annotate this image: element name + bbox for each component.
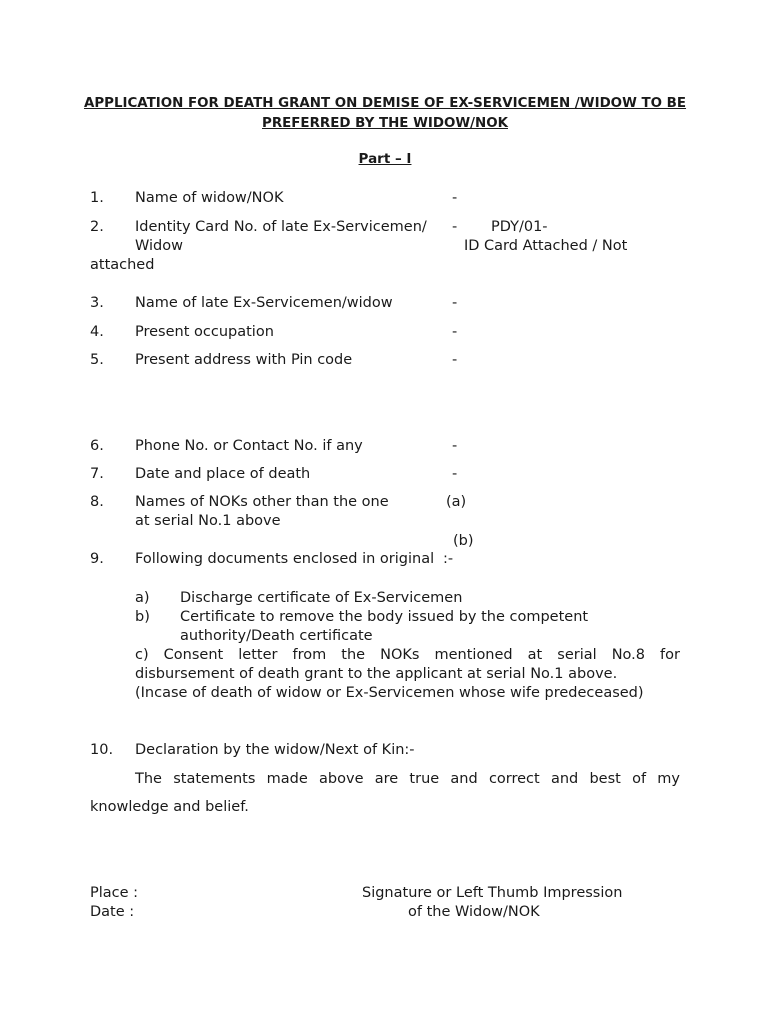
document-title-line2: PREFERRED BY THE WIDOW/NOK [262,116,508,131]
item-3-label: Name of late Ex-Servicemen/widow [135,295,393,311]
item-2-separator: - [452,219,458,235]
item-8-option-b: (b) [453,533,474,549]
item-8-label-line2: at serial No.1 above [135,513,281,529]
declaration-number: 10. [90,742,114,758]
declaration-heading: Declaration by the widow/Next of Kin:- [135,742,415,758]
item-6-separator: - [452,438,458,454]
item-9-label: Following documents enclosed in original [135,551,435,567]
item-9-separator: :- [443,551,454,567]
item-2-label-line3: attached [90,257,155,273]
document-c-line1: c) Consent letter from the NOKs mentioned at serial No.8 for [135,647,680,663]
item-2-label-line2: Widow [135,238,183,254]
item-8-number: 8. [90,494,104,510]
document-c-line2: disbursement of death grant to the applicant at serial No.1 above. [135,666,618,682]
item-8-label-line1: Names of NOKs other than the one [135,494,389,510]
item-5-separator: - [452,352,458,368]
item-1-label: Name of widow/NOK [135,190,284,206]
document-b-line1: Certificate to remove the body issued by the competent [180,609,589,625]
document-title-line1: APPLICATION FOR DEATH GRANT ON DEMISE OF EX-SERVICEMEN /WIDOW TO BE [83,96,687,111]
item-6-label: Phone No. or Contact No. if any [135,438,363,454]
declaration-statement-line1: The statements made above are true and correct and best of my [135,771,680,787]
document-b-line2: authority/Death certificate [180,628,373,644]
declaration-statement-line2: knowledge and belief. [90,799,249,815]
document-b-mark: b) [135,609,150,625]
item-2-label-line1: Identity Card No. of late Ex-Servicemen/ [135,219,427,235]
item-4-label: Present occupation [135,324,274,340]
item-5-number: 5. [90,352,104,368]
item-5-label: Present address with Pin code [135,352,353,368]
item-3-number: 3. [90,295,104,311]
item-3-separator: - [452,295,458,311]
item-7-separator: - [452,466,458,482]
item-2-number: 2. [90,219,104,235]
date-label: Date : [90,904,135,920]
place-label: Place : [90,885,139,901]
item-4-number: 4. [90,324,104,340]
item-7-label: Date and place of death [135,466,311,482]
item-8-option-a: (a) [446,494,467,510]
part-heading: Part – I [358,151,412,167]
signature-label-line2: of the Widow/NOK [408,904,540,920]
item-1-number: 1. [90,190,104,206]
item-7-number: 7. [90,466,104,482]
item-2-value-line1: PDY/01- [491,219,548,235]
item-4-separator: - [452,324,458,340]
document-a-text: Discharge certificate of Ex-Servicemen [180,590,463,606]
document-c-line3: (Incase of death of widow or Ex-Servicemen whose wife predeceased) [135,685,644,701]
document-a-mark: a) [135,590,150,606]
item-2-value-line2: ID Card Attached / Not [464,238,628,254]
item-6-number: 6. [90,438,104,454]
signature-label-line1: Signature or Left Thumb Impression [362,885,623,901]
item-1-separator: - [452,190,458,206]
item-9-number: 9. [90,551,104,567]
